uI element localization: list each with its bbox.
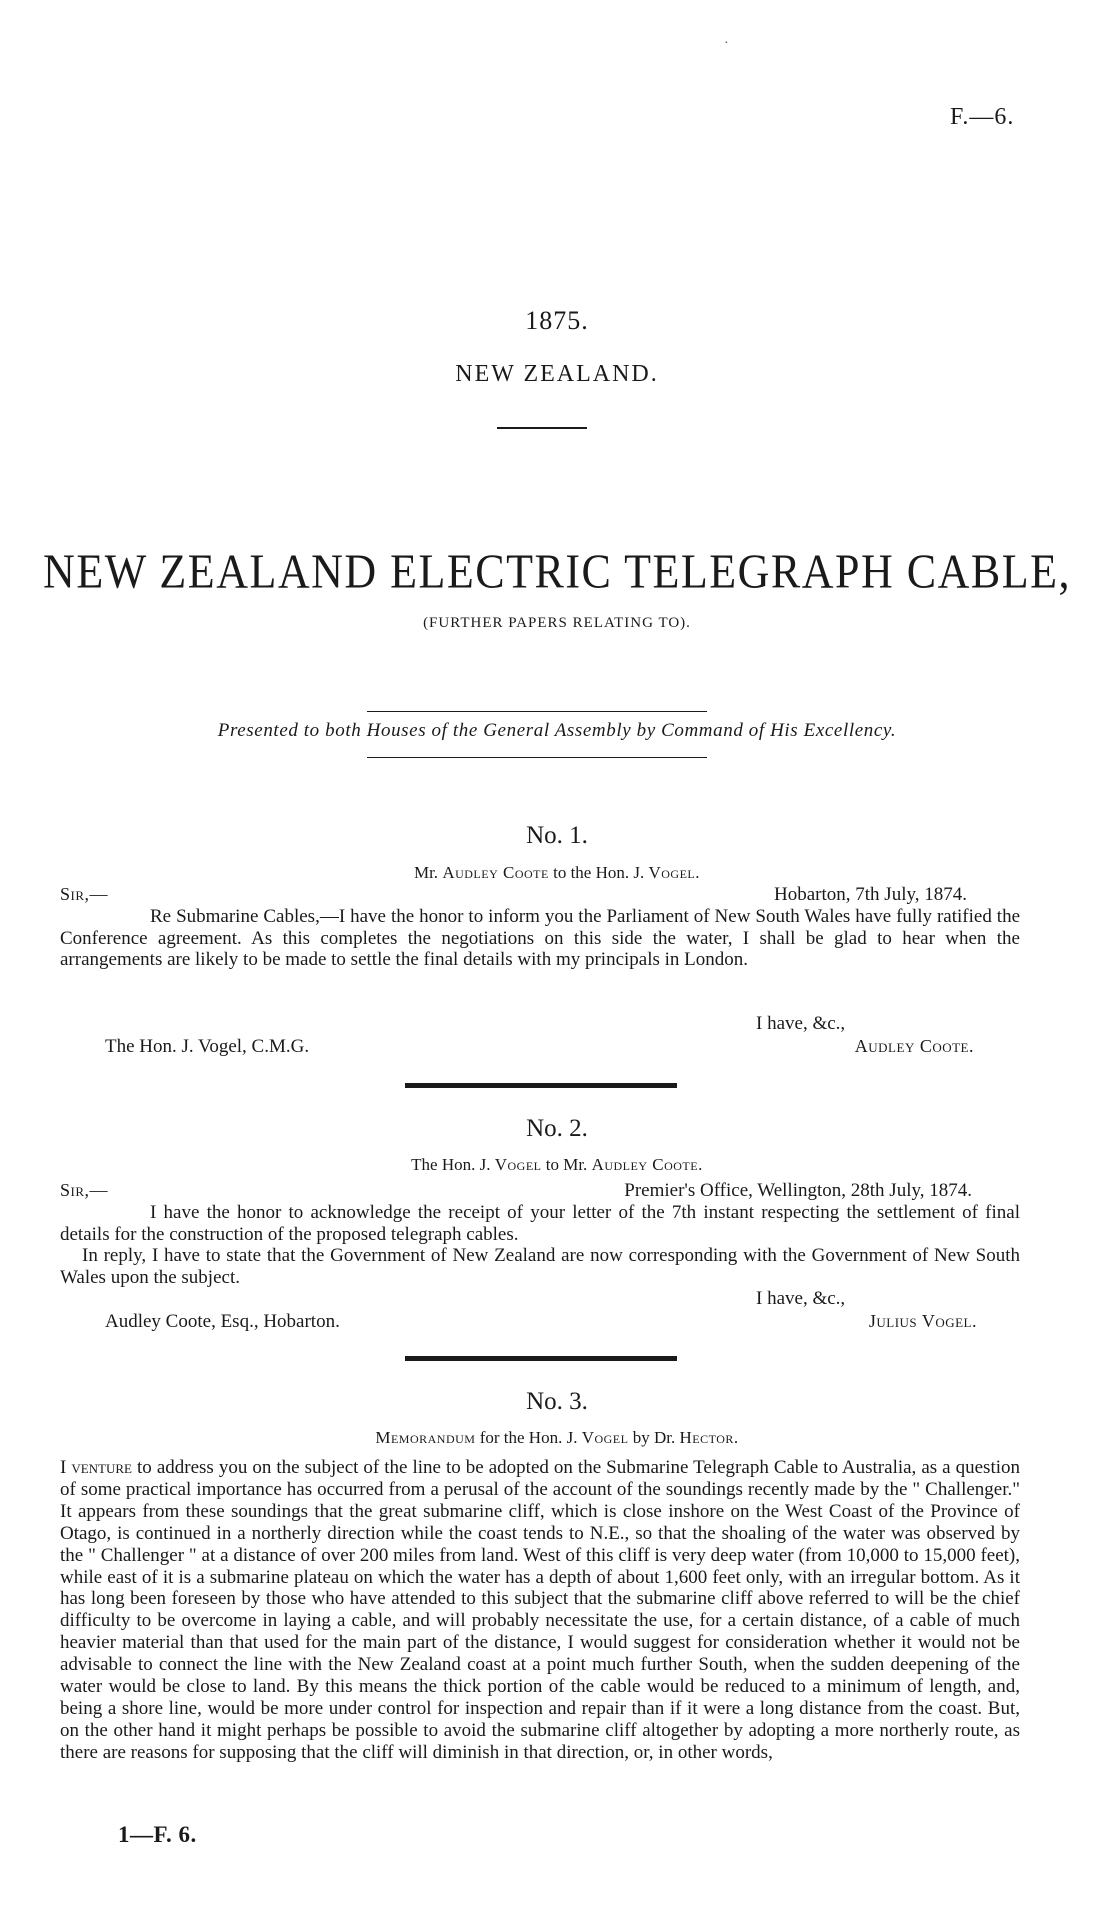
place-date: Premier's Office, Wellington, 28th July, 1874. [624, 1180, 972, 1201]
stray-mark: · [724, 36, 729, 51]
country: NEW ZEALAND. [455, 361, 659, 387]
heading-sender: Audley Coote [442, 863, 549, 882]
heading-sender: Vogel [494, 1155, 542, 1174]
presented-rule-bottom [367, 757, 707, 758]
letter-number: No. 2. [526, 1115, 588, 1142]
memorandum-body [60, 1457, 1020, 1764]
letter-heading [0, 1428, 1114, 1448]
memorandum-paragraph [60, 1457, 1020, 1764]
heading-author: Hector. [679, 1428, 739, 1447]
signature: Audley Coote. [854, 1036, 974, 1056]
heading-middle: to the Hon. J. [553, 863, 645, 882]
presented-rule-top [367, 711, 707, 712]
sheet-mark: 1—F. 6. [118, 1822, 197, 1847]
heading-middle: to Mr. [545, 1155, 588, 1174]
letter-paragraph: I have the honor to acknowledge the receipt of your letter of the 7th instant respecting the settlement of final details for the construction of the proposed telegraph cables. [60, 1202, 1020, 1245]
heading-post: by Dr. [632, 1428, 676, 1447]
memorandum-text: to address you on the subject of the line to be adopted on the Submarine Telegraph Cable to Australia, as a question of some practical importance has occurred from a perusal of the account of the soundings recently made by the " Challenger." It appears from these soundings that the great submarine cliff, which is close inshore on the West Coast of the Province of Otago, is continued in a northerly direction while the coast tends to N.E., so that the shoaling of the water was observed by the " Challenger " at a distance of over 200 miles from land. West of this cliff is very deep water (from 10,000 to 15,000 feet), while east of it is a submarine plateau on which the water has a depth of about 1,600 feet only, with an irregular bottom. As it has long been foreseen by those who have attended to this subject that the submarine cliff above referred to will be the chief difficulty to be overcome in laying a cable, and will probably necessitate the use, for a certain distance, of a cable of much heavier material than that used for the main part of the distance, I would suggest for consideration whether it would not be advisable to connect the line with the New Zealand coast at a point much further South, when the sudden deepening of the water would be close to land. By this means the thick portion of the cable would be reduced to a minimum of length, and, being a shore line, would be more under control for inspection and repair than if it were a long distance from the coast. But, on the other hand it might perhaps be possible to avoid the submarine cliff altogether by adopting a more northerly route, as there are reasons for supposing that the cliff will diminish in that direction, or, in other words, [60, 1457, 1020, 1763]
year: 1875. [525, 306, 589, 335]
salutation: Sir,— [60, 884, 109, 904]
letter-paragraph: In reply, I have to state that the Government of New Zealand are now corresponding with the Government of New South Wales upon the subject. [60, 1245, 1020, 1288]
letter-number: No. 3. [526, 1388, 588, 1415]
subtitle: (FURTHER PAPERS RELATING TO). [423, 615, 691, 631]
page-reference: F.—6. [950, 104, 1015, 130]
heading-prefix: The Hon. J. [411, 1155, 491, 1174]
letter-paragraph: Re Submarine Cables,—I have the honor to inform you the Parliament of New South Wales have fully ratified the Conference agreement. As this completes the negotiations on this side the water, I shall be glad to hear when the arrangements are likely to be made to settle the final details with my principals in London. [60, 906, 1020, 971]
heading-recipient: Vogel. [648, 863, 701, 882]
opening-caps: I venture [60, 1457, 133, 1478]
closing: I have, &c., [756, 1013, 846, 1034]
addressee: Audley Coote, Esq., Hobarton. [105, 1311, 340, 1332]
presented-line: Presented to both Houses of the General Assembly by Command of His Excellency. [217, 720, 897, 741]
place-date: Hobarton, 7th July, 1874. [774, 884, 967, 905]
letter-body [60, 906, 1020, 971]
section-divider [405, 1083, 677, 1088]
heading-prefix: Mr. [413, 863, 439, 882]
heading-sender: Memorandum [375, 1428, 476, 1447]
letter-heading [0, 863, 1114, 883]
closing: I have, &c., [756, 1288, 846, 1309]
salutation: Sir,— [60, 1180, 109, 1200]
heading-recipient: Audley Coote. [591, 1155, 703, 1174]
heading-recipient: Vogel [581, 1428, 629, 1447]
letter-number: No. 1. [526, 822, 588, 849]
title-divider [497, 427, 587, 429]
letter-body [60, 1202, 1020, 1288]
letter-heading [0, 1155, 1114, 1175]
heading-middle: for the Hon. J. [479, 1428, 578, 1447]
signature: Julius Vogel. [868, 1311, 977, 1331]
main-title: NEW ZEALAND ELECTRIC TELEGRAPH CABLE, [43, 544, 1071, 599]
section-divider [405, 1356, 677, 1361]
addressee: The Hon. J. Vogel, C.M.G. [105, 1036, 310, 1057]
